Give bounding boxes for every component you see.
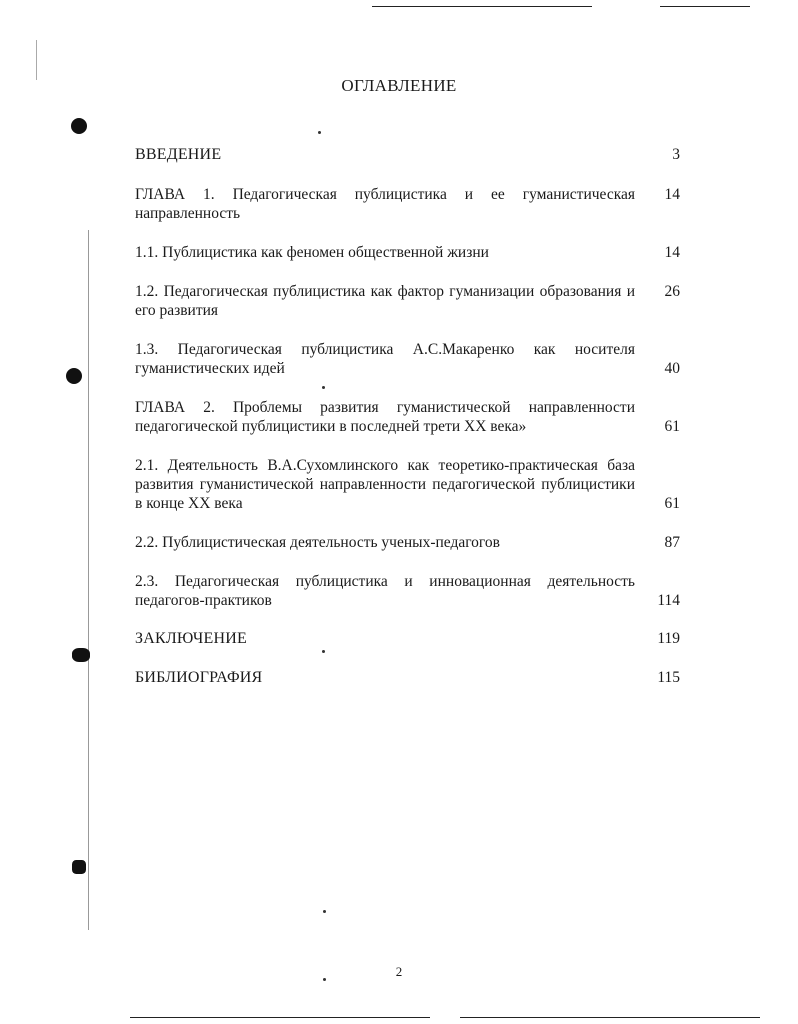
speck — [322, 650, 325, 653]
toc-entry-page: 61 — [664, 418, 680, 435]
toc-title: ОГЛАВЛЕНИЕ — [341, 76, 457, 95]
toc-entry-page: 114 — [657, 592, 680, 609]
toc-entry — [135, 572, 680, 610]
scan-line-left — [88, 230, 89, 930]
toc-entry-page: 61 — [664, 495, 680, 512]
page-number: 2 — [395, 964, 403, 979]
scan-line-top-right — [660, 6, 750, 7]
scan-line-left-edge — [36, 40, 37, 80]
speck — [318, 131, 321, 134]
toc-entry — [135, 398, 680, 436]
toc-entry-text: 1.1. Публицистика как феномен общественной жизни — [135, 244, 489, 261]
scan-line-bottom — [130, 1017, 430, 1018]
hole-punch-mark — [72, 648, 90, 662]
toc-entry — [135, 533, 680, 552]
toc-entry — [135, 629, 680, 648]
speck — [322, 386, 325, 389]
scan-line-bottom-right — [460, 1017, 760, 1018]
toc-entry-text: БИБЛИОГРАФИЯ — [135, 669, 263, 686]
toc-entry — [135, 243, 680, 262]
toc-entry-text: ЗАКЛЮЧЕНИЕ — [135, 630, 247, 647]
hole-punch-mark — [71, 118, 87, 134]
toc-entry-text: ВВЕДЕНИЕ — [135, 146, 222, 163]
toc-entry — [135, 185, 680, 223]
toc-entry-text: 2.2. Публицистическая деятельность ученых-педагогов — [135, 534, 500, 551]
toc-entry-page: 14 — [664, 244, 680, 261]
speck — [323, 910, 326, 913]
toc-entry-page: 119 — [657, 630, 680, 647]
toc-entry-text: 2.3. Педагогическая публицистика и инновационная деятельность педагогов-практиков — [135, 573, 635, 609]
toc-entry-page: 14 — [664, 186, 680, 203]
toc-entry-text: ГЛАВА 2. Проблемы развития гуманистической направленности педагогической публицистики в последней трети XX века» — [135, 399, 635, 435]
toc-entry — [135, 456, 680, 513]
toc-entry-page: 115 — [657, 669, 680, 686]
toc-entry — [135, 145, 680, 164]
hole-punch-mark — [66, 368, 82, 384]
toc-entry — [135, 668, 680, 687]
toc-entry-text: 2.1. Деятельность В.А.Сухомлинского как теоретико-практическая база развития гуманистической направленности педагогической публицистики в конце XX века — [135, 457, 635, 512]
toc-entry-page: 26 — [664, 283, 680, 300]
toc-entry-page: 40 — [664, 360, 680, 377]
toc-entry-text: ГЛАВА 1. Педагогическая публицистика и ее гуманистическая направленность — [135, 186, 635, 222]
hole-punch-mark — [72, 860, 86, 874]
toc-entry-page: 3 — [672, 146, 680, 163]
scan-line-top — [372, 6, 592, 7]
toc-entry-page: 87 — [664, 534, 680, 551]
toc-entry-text: 1.3. Педагогическая публицистика А.С.Макаренко как носителя гуманистических идей — [135, 341, 635, 377]
toc-entry — [135, 340, 680, 378]
toc-entry-text: 1.2. Педагогическая публицистика как фактор гуманизации образования и его развития — [135, 283, 635, 319]
toc-entry — [135, 282, 680, 320]
